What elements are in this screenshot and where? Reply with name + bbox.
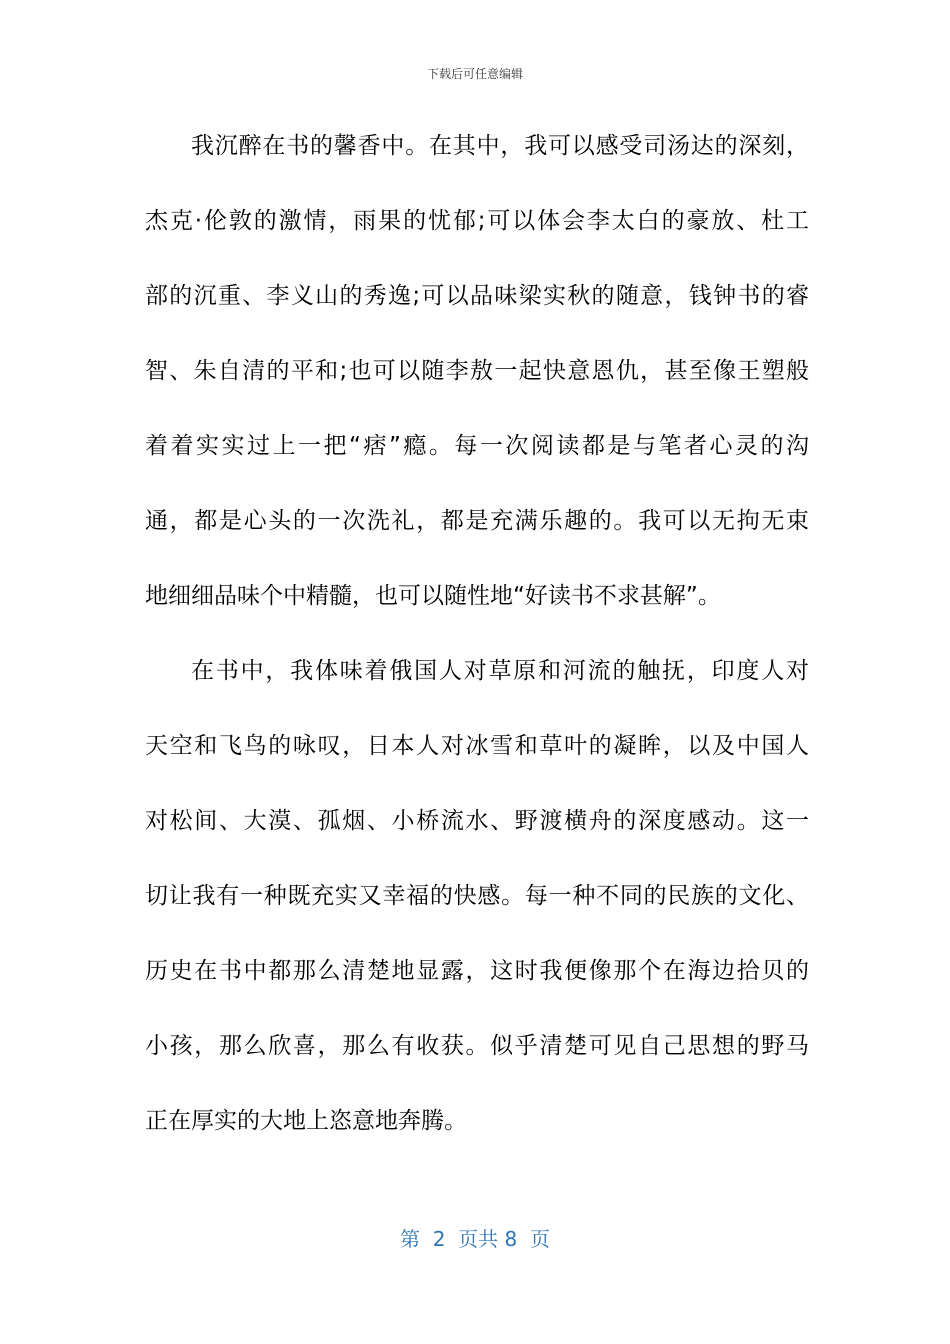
text-line: 切让我有一种既充实又幸福的快感。每一种不同的民族的文化、	[145, 883, 809, 909]
paragraph-1	[145, 126, 809, 651]
text-line: 着着实实过上一把“痞”瘾。每一次阅读都是与笔者心灵的沟	[145, 433, 809, 459]
text-line: 杰克·伦敦的激情，雨果的忧郁;可以体会李太白的豪放、杜工	[145, 208, 809, 234]
text-line: 通，都是心头的一次洗礼，都是充满乐趣的。我可以无拘无束	[145, 508, 809, 534]
text-line: 天空和飞鸟的咏叹，日本人对冰雪和草叶的凝眸，以及中国人	[145, 733, 809, 759]
page-number-footer: 第 2 页共 8 页	[400, 1227, 550, 1251]
text-line: 对松间、大漠、孤烟、小桥流水、野渡横舟的深度感动。这一	[145, 808, 809, 834]
document-body	[145, 126, 809, 1176]
text-line: 在书中，我体味着俄国人对草原和河流的触抚，印度人对	[191, 658, 809, 684]
text-line: 历史在书中都那么清楚地显露，这时我便像那个在海边拾贝的	[145, 958, 809, 984]
paragraph-2	[145, 651, 809, 1176]
text-line: 部的沉重、李义山的秀逸;可以品味梁实秋的随意，钱钟书的睿	[145, 283, 809, 309]
text-line: 小孩，那么欣喜，那么有收获。似乎清楚可见自己思想的野马	[145, 1033, 809, 1059]
page-header: 下载后可任意编辑	[426, 67, 523, 81]
text-line-last: 正在厚实的大地上恣意地奔腾。	[145, 1108, 467, 1134]
text-line: 智、朱自清的平和;也可以随李敖一起快意恩仇，甚至像王塑般	[145, 358, 809, 384]
text-line: 我沉醉在书的馨香中。在其中，我可以感受司汤达的深刻，	[191, 133, 809, 159]
text-line-last: 地细细品味个中精髓，也可以随性地“好读书不求甚解”。	[145, 583, 721, 609]
